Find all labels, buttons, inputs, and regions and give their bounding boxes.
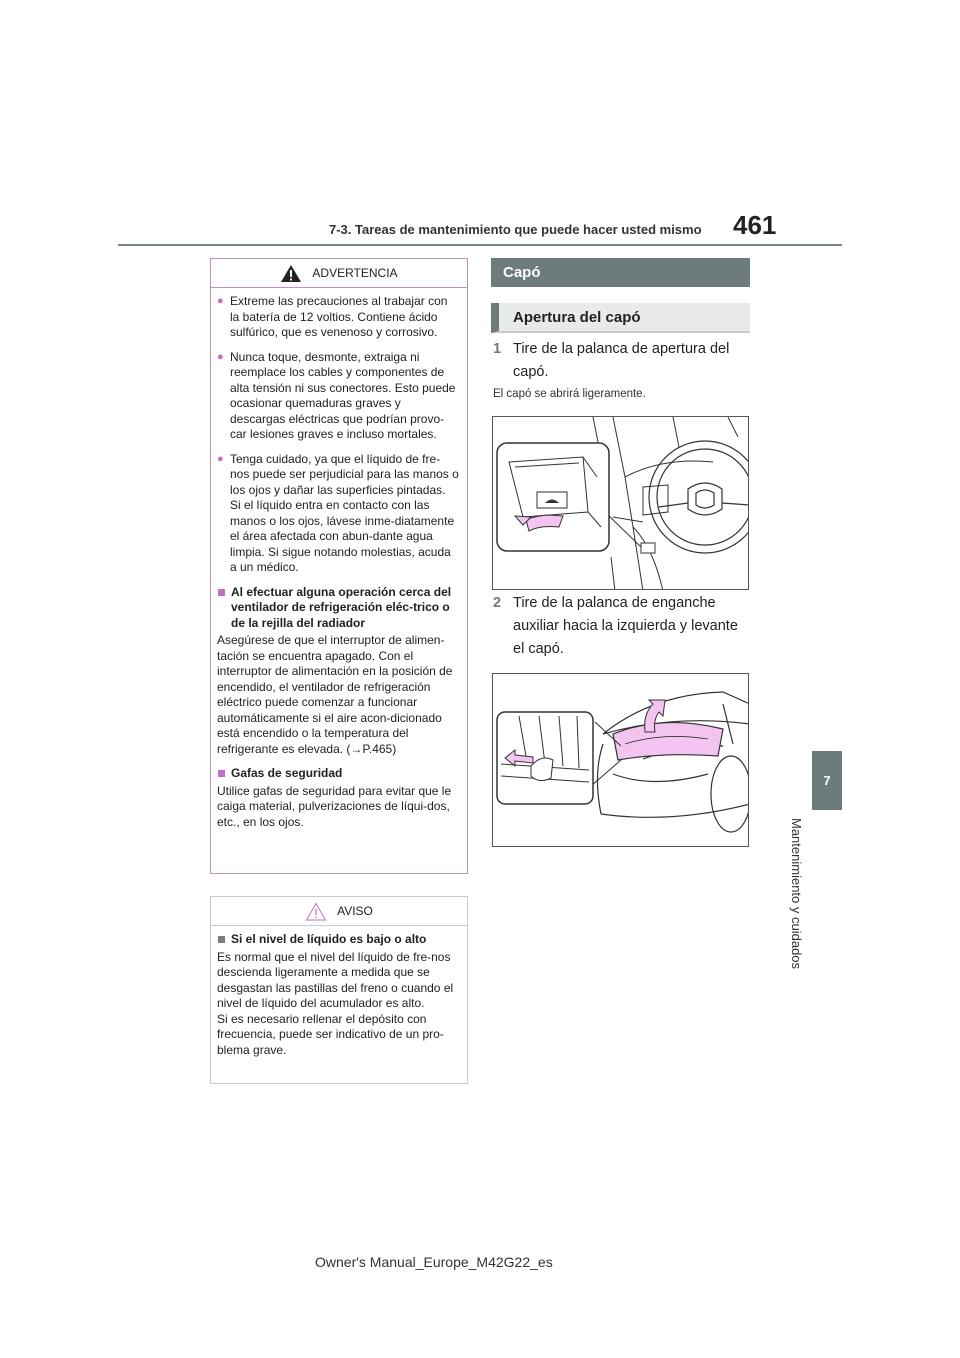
square-bullet-icon (218, 936, 225, 943)
warning-bullet: ● Tenga cuidado, ya que el líquido de fre-nos puede ser perjudicial para las manos o los ojos y dañar las superficies pintadas. Si el líquido entra en contacto con las manos o los ojos, lávese inme-diatamente el área afectada con abun-dante agua limpia. Si sigue notando molestias, acuda a un médico. (217, 451, 459, 574)
warning-section-heading: Al efectuar alguna operación cerca del ventilador de refrigeración eléc-trico o de la rejilla del radiador (217, 585, 459, 632)
notice-header (211, 897, 467, 926)
page-number: 461 (733, 210, 777, 240)
warning-header (211, 259, 467, 288)
step-number: 1 (493, 341, 502, 357)
caution-triangle-icon (305, 902, 327, 921)
warning-section-text: Utilice gafas de seguridad para evitar que le caiga material, pulverizaciones de líqui-dos, etc., en los ojos. (217, 783, 452, 829)
step-text: Tire de la palanca de enganche auxiliar hacia la izquierda y levante el capó. (513, 595, 738, 657)
bullet-dot-icon: ● (217, 350, 224, 363)
footer-manual-id: Owner's Manual_Europe_M42G22_es (315, 1254, 553, 1270)
chapter-title: Mantenimiento y cuidados (789, 818, 804, 970)
notice-title: AVISO (337, 904, 373, 918)
subsection-heading-bar: Apertura del capó (491, 303, 750, 333)
step-1 (493, 338, 743, 384)
square-bullet-icon (218, 770, 225, 777)
hood-release-figure (492, 416, 749, 590)
notice-text: Es normal que el nivel del líquido de fre-nos descienda ligeramente a medida que se desgastan las pastillas del freno o cuando el nivel de líquido del acumulador es alto. (217, 949, 454, 1010)
warning-triangle-icon (280, 264, 302, 283)
step-1-note: El capó se abrirá ligeramente. (493, 388, 646, 400)
section-title: 7-3. Tareas de mantenimiento que puede hacer usted mismo (329, 222, 702, 237)
notice-text: Si es necesario rellenar el depósito con frecuencia, puede ser indicativo de un pro-blema grave. (217, 1011, 444, 1057)
warning-section-heading: Gafas de seguridad (217, 766, 459, 782)
square-bullet-icon (218, 589, 225, 596)
warning-bullet: ● Nunca toque, desmonte, extraiga ni reemplace los cables y componentes de alta tensión ni sus conectores. Esto puede ocasionar quemaduras graves y descargas eléctricas que podrían provo-car lesiones graves e incluso mortales. (217, 349, 456, 441)
bullet-dot-icon: ● (217, 295, 224, 307)
chapter-label (786, 818, 806, 988)
chapter-tab[interactable]: 7 (812, 751, 842, 810)
step-number: 2 (493, 595, 502, 611)
hood-lift-figure (492, 673, 749, 847)
notice-heading: Si el nivel de líquido es bajo o alto (217, 932, 459, 948)
step-2 (493, 592, 745, 661)
warning-bullet: ● Extreme las precauciones al trabajar con la batería de 12 voltios. Contiene ácido sulfúrico, que es venenoso y corrosivo. (217, 294, 448, 339)
section-heading-bar: Capó (491, 258, 750, 287)
warning-box (210, 258, 468, 874)
notice-box (210, 896, 468, 1084)
warning-section-text: Asegúrese de que el interruptor de alimen-tación se encuentra apagado. Con el interruptor de alimentación en la posición de encendido, el ventilador de refrigeración eléctrico puede comenzar a funcionar automáticamente si el aire acon-dicionado está encendido o la temperatura del refrigerante es elevada. (→P.465) (217, 633, 453, 756)
warning-title: ADVERTENCIA (312, 266, 398, 280)
bullet-dot-icon: ● (217, 452, 224, 465)
step-text: Tire de la palanca de apertura del capó. (513, 341, 730, 380)
header-rule (118, 244, 842, 246)
